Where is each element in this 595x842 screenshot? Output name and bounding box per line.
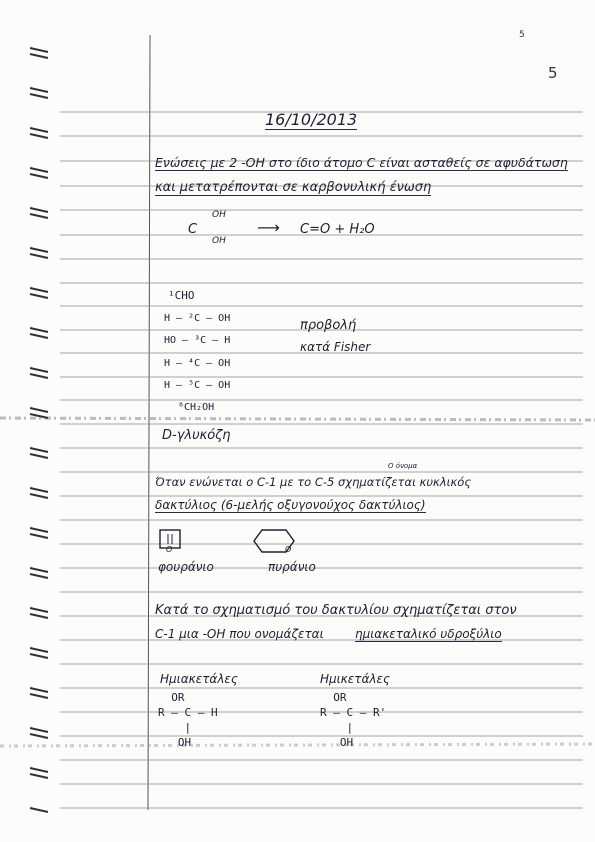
fischer-caption-line2: κατά Fisher [300, 340, 371, 354]
page-number: 5 [548, 64, 558, 82]
reactant-oh-top: OH [212, 210, 226, 220]
furan-oxygen-label: O [166, 545, 173, 554]
hemiacetal-formula: OR R – C – H | OH [158, 691, 218, 749]
d-glucose-label: D-γλυκόζη [162, 428, 231, 443]
pyran-label: πυράνιο [268, 560, 316, 574]
date-heading: 16/10/2013 [265, 110, 358, 129]
hemiketal-formula: OR R – C – R' | OH [320, 691, 387, 749]
fischer-row-3: HO – ³C – H [164, 335, 231, 346]
para1-line1: Ενώσεις με 2 -OH στο ίδιο άτομο C είναι ασταθείς σε αφυδάτωση [155, 155, 568, 170]
fischer-row-1: ¹CHO [168, 289, 195, 302]
para3-line2a: C-1 μια -OH που ονομάζεται [155, 627, 324, 641]
hemiacetals-title: Ημιακετάλες [160, 672, 238, 686]
fischer-row-6: ⁶CH₂OH [178, 402, 215, 413]
fischer-row-5: H – ⁵C – OH [164, 380, 231, 391]
para2-line2: δακτύλιος (6-μελής οξυγονούχος δακτύλιος) [155, 498, 426, 512]
reaction-product: C=O + H₂O [300, 222, 375, 237]
corner-small-number: 5 [519, 30, 525, 40]
reaction-arrow: ⟶ [257, 218, 280, 237]
fischer-row-4: H – ⁴C – OH [164, 358, 231, 369]
fischer-row-2: H – ²C – OH [164, 313, 231, 324]
reactant-oh-bottom: OH [212, 236, 226, 246]
para1-line2: και μετατρέπονται σε καρβονυλική ένωση [155, 180, 432, 195]
spiral-binding [28, 40, 52, 820]
para3-line1: Κατά το σχηματισμό του δακτυλίου σχηματίζεται στον [155, 603, 517, 618]
para3-line2b-hemiacetal-hydroxyl: ημιακεταλικό υδροξύλιο [355, 627, 502, 641]
para2-superscript: O όνομα [388, 462, 418, 470]
furan-label: φουράνιο [158, 560, 214, 574]
para2-line1: Όταν ενώνεται ο C-1 με το C-5 σχηματίζεται κυκλικός [155, 475, 472, 489]
hemiketals-title: Ημικετάλες [320, 672, 391, 686]
reactant-carbon: C [188, 222, 198, 237]
pyran-oxygen-label: O [285, 545, 292, 554]
fischer-caption-line1: προβολή [300, 318, 357, 333]
